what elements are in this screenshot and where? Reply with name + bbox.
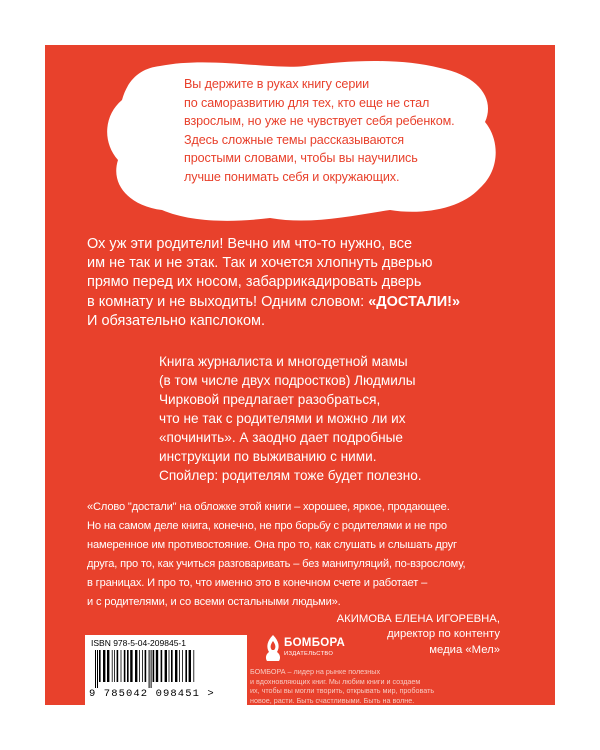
quote-line: Но на самом деле книга, конечно, не про борьбу с родителями и не про [87, 519, 447, 532]
publisher-line: их, чтобы вы могли творить, открывать мир, пробовать [250, 686, 435, 696]
lead-line: И обязательно капслоком. [87, 312, 266, 329]
book-back-cover [45, 45, 555, 705]
barcode-bar [139, 650, 140, 682]
lead-emphasis: «ДОСТАЛИ!» [368, 293, 461, 310]
author-role: директор по контенту [387, 628, 500, 641]
barcode-bar [156, 650, 158, 682]
barcode-bar [185, 650, 187, 682]
barcode-bar [189, 650, 191, 682]
barcode-bar [165, 650, 167, 682]
description-line: Спойлер: родителям тоже будет полезно. [159, 468, 422, 483]
isbn-label: ISBN 978-5-04-209845-1 [91, 638, 186, 648]
cloud-line: простыми словами, чтобы вы научились [184, 151, 418, 166]
barcode-bar [112, 650, 113, 682]
quote-line: друга, про то, как учиться разговаривать – без манипуляций, по-взрослому, [87, 557, 466, 570]
speech-cloud [100, 60, 504, 225]
barcode-bar [124, 650, 126, 682]
quote-line: в границах. И про то, что именно это в конечном счете и работает – [87, 576, 428, 589]
author-role: медиа «Мел» [429, 643, 500, 656]
barcode-guard-bar [149, 650, 150, 688]
description-line: «починить». А заодно дает подробные [159, 430, 403, 445]
barcode-guard-bar [95, 650, 96, 688]
book-description [159, 352, 489, 485]
barcode-bar [127, 650, 129, 682]
barcode-guard-bar [151, 650, 152, 688]
quote-author [337, 612, 500, 658]
barcode-bar [114, 650, 115, 682]
barcode-bar [99, 650, 101, 682]
quote-line: и с родителями, и со всеми остальными людьми». [87, 595, 341, 608]
barcode-bar [121, 650, 122, 682]
quote-line: намеренное им противостояние. Она про то, как слушать и слышать друг [87, 538, 457, 551]
description-line: Книга журналиста и многодетной мамы [159, 354, 408, 369]
lead-line-text: в комнату и не выходить! Одним словом: [87, 293, 365, 310]
publisher-line: и вдохновляющих книг. Мы любим книги и создаем [250, 676, 421, 686]
review-quote [87, 498, 547, 611]
barcode-bar [175, 650, 177, 682]
publisher-name: БОМБОРА [284, 637, 346, 649]
cloud-line: Здесь сложные темы рассказываются [184, 132, 404, 147]
description-line: (в том числе двух подростков) Людмилы [159, 373, 416, 388]
lead-line: Ох уж эти родители! Вечно им что-то нужно, все [87, 236, 413, 252]
cloud-line: по саморазвитию для тех, кто еще не стал [184, 95, 430, 110]
barcode-bar [142, 650, 143, 682]
description-line: инструкции по выживанию с ними. [159, 449, 377, 464]
barcode-bar [182, 650, 183, 682]
barcode-bar [130, 650, 132, 682]
barcode-bar [193, 650, 194, 682]
barcode-bar [171, 650, 173, 682]
quote-line: «Слово "достали" на обложке этой книги – хорошее, яркое, продающее. [87, 501, 450, 513]
publisher-line: БОМБОРА – лидер на рынке полезных [250, 667, 381, 676]
publisher-line: новое, расти. Быть счастливыми. Быть на волне. [250, 695, 415, 705]
lead-line: им не так и не этак. Так и хочется хлопнуть дверью [87, 255, 433, 272]
series-description [184, 75, 484, 187]
publisher-subtitle: ИЗДАТЕЛЬСТВО [284, 651, 334, 657]
bombora-logo-icon [263, 633, 283, 663]
barcode-bars [91, 650, 241, 688]
barcode-bar [135, 650, 137, 682]
cloud-line: взрослым, но уже не чувствует себя ребенком. [184, 114, 455, 129]
cloud-line: Вы держите в руках книгу серии [184, 77, 370, 91]
description-line: что не так с родителями и можно ли их [159, 411, 406, 426]
barcode-bar [179, 650, 180, 682]
publisher-blurb [250, 667, 550, 705]
publisher-logo [263, 633, 346, 665]
barcode-bar [107, 650, 109, 682]
barcode-bar [103, 650, 105, 682]
barcode-bar [169, 650, 170, 682]
barcode-bar [145, 650, 147, 682]
barcode-guard-bar [97, 650, 98, 688]
lead-paragraph [87, 235, 547, 331]
barcode-bar [117, 650, 119, 682]
barcode-bar [161, 650, 163, 682]
lead-line: прямо перед их носом, забаррикадировать дверь [87, 274, 422, 291]
cloud-line: лучше понимать себя и окружающих. [184, 169, 400, 184]
barcode-bar [153, 650, 155, 682]
barcode-panel [85, 635, 247, 705]
lead-line [87, 293, 547, 312]
barcode-digits: 9 785042 098451 > [89, 688, 215, 700]
description-line: Чирковой предлагает разобраться, [159, 392, 381, 407]
author-name: АКИМОВА ЕЛЕНА ИГОРЕВНА, [336, 613, 500, 625]
